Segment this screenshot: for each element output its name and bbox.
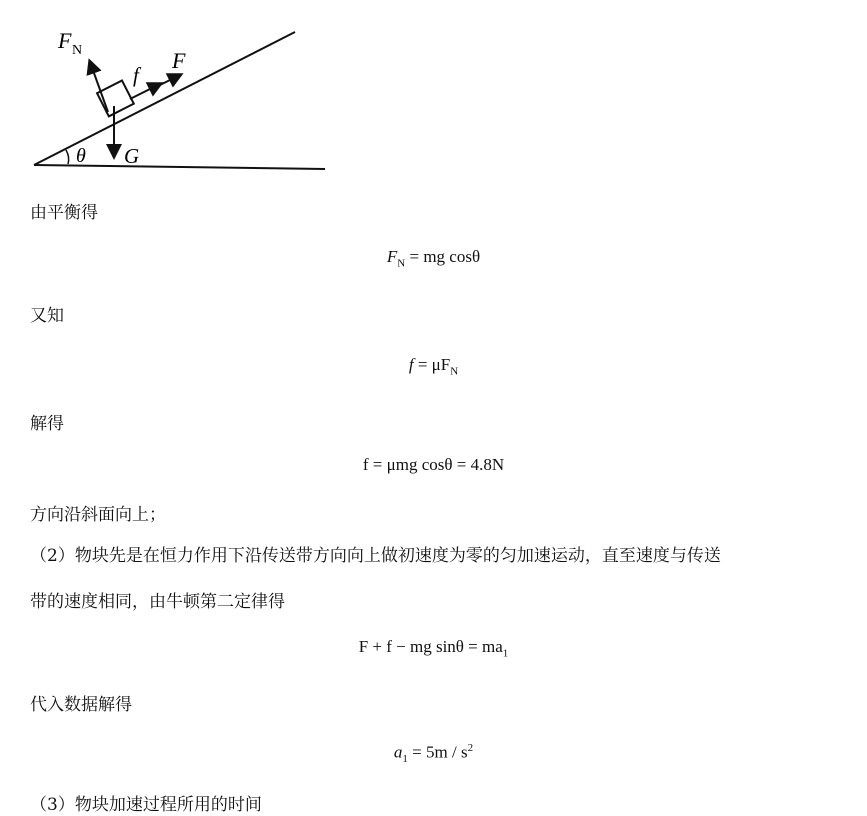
equation-4: F + f − mg $\sin\theta = ma_1$	[358, 637, 509, 660]
force-diagram	[20, 20, 360, 200]
label-F: F	[172, 48, 186, 73]
label-fn: F	[58, 28, 72, 53]
text-line-2: 又知	[30, 306, 64, 326]
label-fn-sub: N	[72, 43, 83, 58]
text-line-4: 方向沿斜面向上；	[30, 505, 166, 525]
text-line-8: （3）物块加速过程所用的时间	[30, 795, 262, 815]
normal-force-arrow	[90, 62, 108, 112]
applied-force-arrow	[150, 75, 180, 90]
equation-1: $F_N$ = mg cosθ	[386, 247, 481, 270]
text-line-7: 代入数据解得	[30, 695, 132, 715]
label-theta: θ	[76, 145, 86, 167]
label-G: G	[124, 144, 140, 168]
text-line-5: （2）物块先是在恒力作用下沿传送带方向向上做初速度为零的匀加速运动，直至速度与传送	[30, 546, 721, 566]
equation-3: f = μmg cosθ = 4.8N	[362, 455, 505, 474]
label-f: f	[133, 63, 139, 87]
equation-2: $f = \mu F_N$	[408, 355, 459, 378]
text-line-1: 由平衡得	[30, 203, 98, 223]
text-line-3: 解得	[30, 414, 64, 434]
equation-5: $a_1 = 5m / s^2$	[393, 742, 474, 766]
text-line-6: 带的速度相同，由牛顿第二定律得	[30, 592, 285, 612]
angle-arc	[66, 150, 69, 164]
